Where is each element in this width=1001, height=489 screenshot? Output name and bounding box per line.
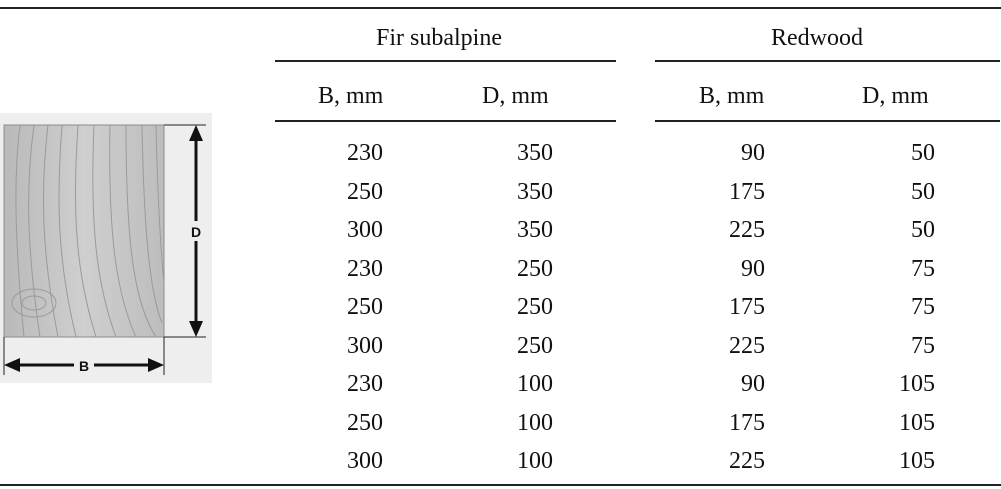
cell-redwood-d: 75 [911,256,935,282]
cell-fir-b: 230 [347,371,383,397]
group-rule-redwood [655,60,1000,62]
timber-section-figure [0,113,212,383]
wood-block [4,125,164,337]
cell-redwood-b: 225 [729,333,765,359]
cell-redwood-b: 225 [729,217,765,243]
cell-redwood-d: 105 [899,371,935,397]
cell-fir-d: 100 [517,371,553,397]
depth-label: D [190,224,202,240]
cell-redwood-b: 90 [741,371,765,397]
cell-redwood-b: 175 [729,179,765,205]
table-top-rule [0,7,1001,9]
cell-redwood-d: 75 [911,333,935,359]
cell-redwood-d: 50 [911,217,935,243]
col-header-fir-d: D, mm [482,83,549,109]
cell-redwood-b: 175 [729,410,765,436]
cell-fir-b: 300 [347,217,383,243]
table-bottom-rule [0,484,1001,486]
cell-fir-d: 250 [517,294,553,320]
cell-redwood-b: 225 [729,448,765,474]
cell-redwood-b: 90 [741,140,765,166]
header-rule-fir [275,120,616,122]
cell-fir-b: 250 [347,179,383,205]
cell-fir-b: 300 [347,448,383,474]
cell-fir-b: 300 [347,333,383,359]
cell-fir-b: 230 [347,256,383,282]
cell-fir-b: 250 [347,410,383,436]
cell-fir-b: 230 [347,140,383,166]
cell-redwood-b: 175 [729,294,765,320]
cell-fir-d: 350 [517,140,553,166]
cell-redwood-d: 105 [899,448,935,474]
col-header-redwood-d: D, mm [862,83,929,109]
group-header-fir: Fir subalpine [376,25,502,51]
cell-redwood-b: 90 [741,256,765,282]
cell-fir-d: 350 [517,217,553,243]
cell-fir-d: 350 [517,179,553,205]
cell-fir-b: 250 [347,294,383,320]
cell-redwood-d: 75 [911,294,935,320]
group-header-redwood: Redwood [771,25,863,51]
cell-redwood-d: 50 [911,140,935,166]
cell-fir-d: 100 [517,410,553,436]
group-rule-fir [275,60,616,62]
col-header-redwood-b: B, mm [699,83,765,109]
col-header-fir-b: B, mm [318,83,384,109]
breadth-label: B [78,358,90,374]
cell-redwood-d: 50 [911,179,935,205]
cell-fir-d: 250 [517,256,553,282]
cell-fir-d: 250 [517,333,553,359]
cell-fir-d: 100 [517,448,553,474]
header-rule-redwood [655,120,1000,122]
cell-redwood-d: 105 [899,410,935,436]
